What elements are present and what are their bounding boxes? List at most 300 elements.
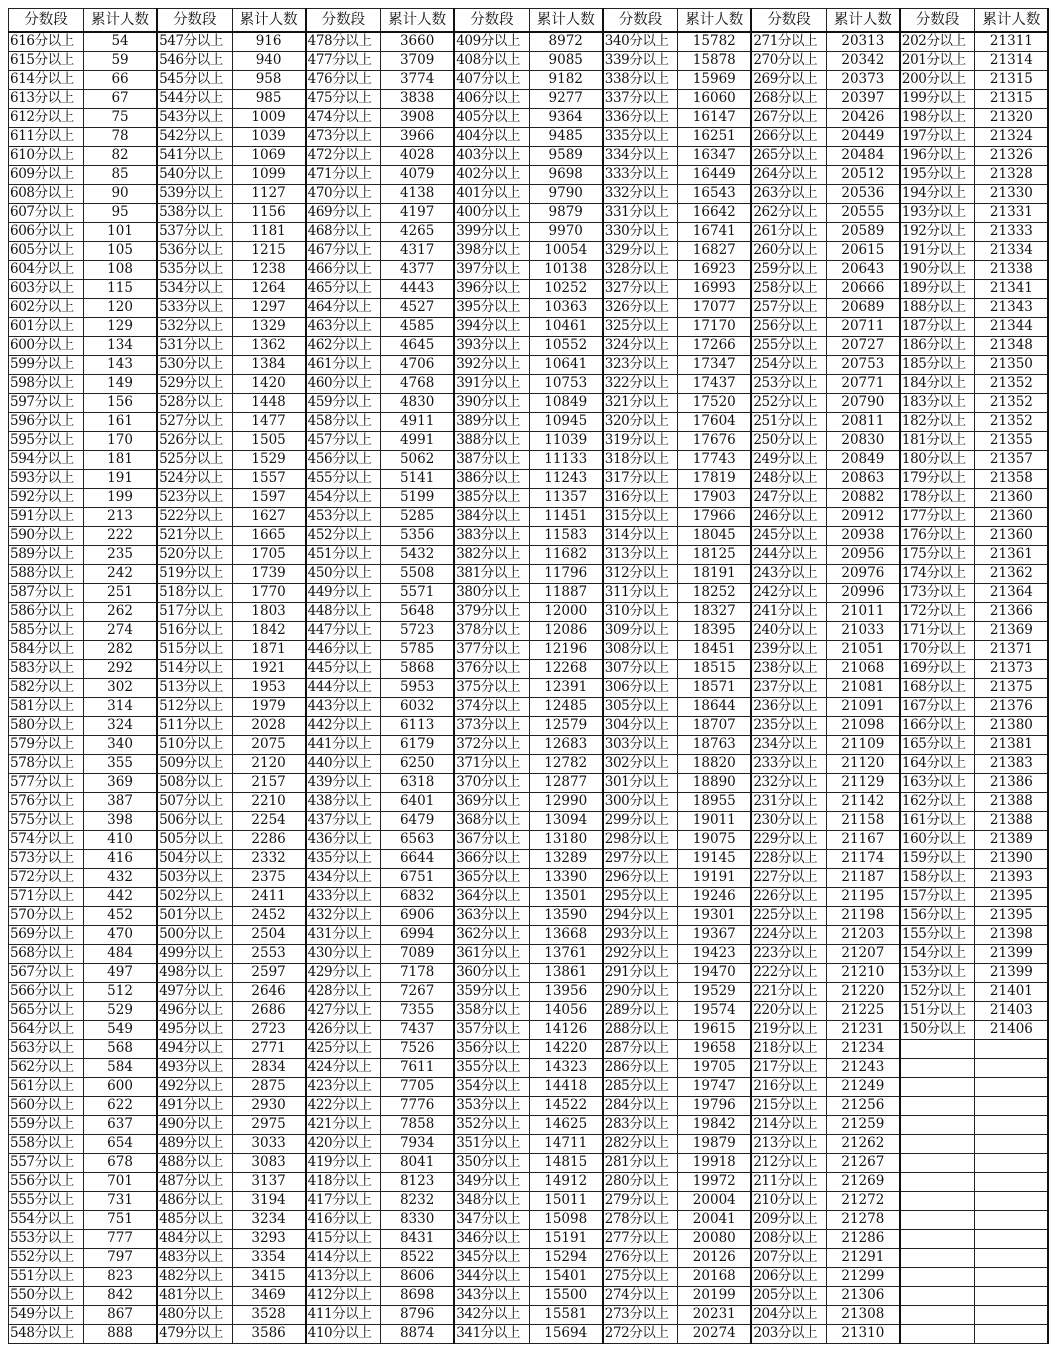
score-range-cell: 486分以上 [157,1192,232,1211]
score-range-cell: 470分以上 [306,185,381,204]
cumulative-count-cell: 20449 [826,128,900,147]
score-range-cell: 311分以上 [603,584,678,603]
score-range-cell: 415分以上 [306,1230,381,1249]
score-range-cell [900,1325,975,1344]
cumulative-count-cell: 1329 [232,318,306,337]
cumulative-count-cell: 21174 [826,850,900,869]
cumulative-count-cell: 21386 [975,774,1049,793]
score-range-cell: 158分以上 [900,869,975,888]
table-row [9,1040,1049,1059]
cumulative-count-cell: 11357 [529,489,603,508]
cumulative-count-cell: 13094 [529,812,603,831]
score-range-cell: 285分以上 [603,1078,678,1097]
score-range-cell: 490分以上 [157,1116,232,1135]
score-range-cell: 395分以上 [454,299,529,318]
cumulative-count-cell: 20199 [678,1287,752,1306]
score-range-cell: 503分以上 [157,869,232,888]
score-range-cell: 262分以上 [751,204,826,223]
cumulative-count-cell: 19705 [678,1059,752,1078]
score-range-cell: 505分以上 [157,831,232,850]
score-range-cell: 580分以上 [9,717,84,736]
score-range-cell: 401分以上 [454,185,529,204]
score-range-cell: 435分以上 [306,850,381,869]
score-range-cell: 585分以上 [9,622,84,641]
table-row [9,1154,1049,1173]
score-range-cell: 547分以上 [157,32,232,52]
score-range-cell: 546分以上 [157,52,232,71]
score-range-cell: 244分以上 [751,546,826,565]
cumulative-count-cell: 21352 [975,375,1049,394]
cumulative-count-cell: 15401 [529,1268,603,1287]
cumulative-count-cell: 5723 [381,622,455,641]
score-range-cell: 425分以上 [306,1040,381,1059]
score-range-cell: 317分以上 [603,470,678,489]
score-range-cell: 281分以上 [603,1154,678,1173]
score-range-cell: 521分以上 [157,527,232,546]
score-range-cell: 239分以上 [751,641,826,660]
header-cumulative-count: 累计人数 [381,9,455,33]
score-range-cell: 153分以上 [900,964,975,983]
score-range-cell: 369分以上 [454,793,529,812]
score-range-cell: 248分以上 [751,470,826,489]
score-range-cell: 182分以上 [900,413,975,432]
score-range-cell: 603分以上 [9,280,84,299]
cumulative-count-cell [975,1097,1049,1116]
score-range-cell: 544分以上 [157,90,232,109]
cumulative-count-cell: 442 [84,888,158,907]
cumulative-count-cell: 11796 [529,565,603,584]
cumulative-count-cell: 170 [84,432,158,451]
cumulative-count-cell: 16827 [678,242,752,261]
score-range-cell: 563分以上 [9,1040,84,1059]
score-range-cell: 312分以上 [603,565,678,584]
score-range-cell: 238分以上 [751,660,826,679]
score-range-cell: 562分以上 [9,1059,84,1078]
score-range-cell: 365分以上 [454,869,529,888]
score-range-cell: 207分以上 [751,1249,826,1268]
score-range-cell: 504分以上 [157,850,232,869]
cumulative-count-cell: 21348 [975,337,1049,356]
score-range-cell: 500分以上 [157,926,232,945]
cumulative-count-cell: 5868 [381,660,455,679]
score-range-cell: 568分以上 [9,945,84,964]
score-range-cell: 449分以上 [306,584,381,603]
cumulative-count-cell: 867 [84,1306,158,1325]
cumulative-count-cell: 3137 [232,1173,306,1192]
header-score-range: 分数段 [9,9,84,33]
table-row [9,204,1049,223]
score-range-cell: 481分以上 [157,1287,232,1306]
cumulative-count-cell: 7858 [381,1116,455,1135]
cumulative-count-cell: 7776 [381,1097,455,1116]
score-range-cell [900,1192,975,1211]
cumulative-count-cell: 12877 [529,774,603,793]
table-row [9,1230,1049,1249]
score-range-cell: 433分以上 [306,888,381,907]
score-range-cell [900,1059,975,1078]
score-range-cell: 234分以上 [751,736,826,755]
score-range-cell: 204分以上 [751,1306,826,1325]
score-range-cell: 296分以上 [603,869,678,888]
score-range-cell: 251分以上 [751,413,826,432]
table-row [9,869,1049,888]
score-range-cell: 322分以上 [603,375,678,394]
cumulative-count-cell: 21120 [826,755,900,774]
score-range-cell: 614分以上 [9,71,84,90]
score-range-cell: 412分以上 [306,1287,381,1306]
header-cumulative-count: 累计人数 [529,9,603,33]
score-range-cell: 467分以上 [306,242,381,261]
score-range-cell: 323分以上 [603,356,678,375]
cumulative-count-cell: 484 [84,945,158,964]
cumulative-count-cell: 21338 [975,261,1049,280]
score-range-cell: 241分以上 [751,603,826,622]
cumulative-count-cell: 1739 [232,565,306,584]
cumulative-count-cell: 19796 [678,1097,752,1116]
cumulative-count-cell: 10753 [529,375,603,394]
score-range-cell: 213分以上 [751,1135,826,1154]
cumulative-count-cell: 21249 [826,1078,900,1097]
cumulative-count-cell: 2157 [232,774,306,793]
cumulative-count-cell: 19658 [678,1040,752,1059]
score-range-cell: 254分以上 [751,356,826,375]
cumulative-count-cell: 129 [84,318,158,337]
score-range-cell: 255分以上 [751,337,826,356]
cumulative-count-cell: 5648 [381,603,455,622]
score-range-cell: 382分以上 [454,546,529,565]
cumulative-count-cell: 11039 [529,432,603,451]
cumulative-count-cell: 75 [84,109,158,128]
score-range-cell: 548分以上 [9,1325,84,1344]
cumulative-count-cell: 21308 [826,1306,900,1325]
table-row [9,1059,1049,1078]
cumulative-count-cell: 20484 [826,147,900,166]
score-range-cell: 160分以上 [900,831,975,850]
cumulative-count-cell: 7934 [381,1135,455,1154]
score-range-cell: 406分以上 [454,90,529,109]
cumulative-count-cell: 6401 [381,793,455,812]
score-range-cell: 440分以上 [306,755,381,774]
score-range-cell [900,1116,975,1135]
cumulative-count-cell: 6318 [381,774,455,793]
score-range-cell: 375分以上 [454,679,529,698]
header-score-range: 分数段 [603,9,678,33]
cumulative-count-cell: 302 [84,679,158,698]
table-row [9,147,1049,166]
cumulative-count-cell: 6994 [381,926,455,945]
table-row [9,1211,1049,1230]
cumulative-count-cell: 600 [84,1078,158,1097]
score-range-cell: 163分以上 [900,774,975,793]
cumulative-count-cell: 512 [84,983,158,1002]
cumulative-count-cell: 3194 [232,1192,306,1211]
score-range-cell: 235分以上 [751,717,826,736]
score-range-cell: 394分以上 [454,318,529,337]
score-range-cell: 167分以上 [900,698,975,717]
cumulative-count-cell [975,1287,1049,1306]
score-range-cell: 306分以上 [603,679,678,698]
cumulative-count-cell: 1557 [232,470,306,489]
score-range-cell: 190分以上 [900,261,975,280]
cumulative-count-cell: 4377 [381,261,455,280]
cumulative-count-cell: 2120 [232,755,306,774]
score-range-cell: 257分以上 [751,299,826,318]
score-range-cell: 411分以上 [306,1306,381,1325]
cumulative-count-cell: 14126 [529,1021,603,1040]
cumulative-count-cell: 105 [84,242,158,261]
cumulative-count-cell: 2553 [232,945,306,964]
score-range-cell: 428分以上 [306,983,381,1002]
table-row [9,1306,1049,1325]
score-range-cell: 387分以上 [454,451,529,470]
cumulative-count-cell: 340 [84,736,158,755]
score-range-cell: 537分以上 [157,223,232,242]
score-range-cell: 420分以上 [306,1135,381,1154]
score-range-cell: 332分以上 [603,185,678,204]
score-range-cell: 583分以上 [9,660,84,679]
cumulative-count-cell: 5508 [381,565,455,584]
cumulative-count-cell: 18571 [678,679,752,698]
score-range-cell: 510分以上 [157,736,232,755]
table-row [9,584,1049,603]
score-range-cell: 198分以上 [900,109,975,128]
cumulative-count-cell: 222 [84,527,158,546]
cumulative-count-cell: 8123 [381,1173,455,1192]
cumulative-count-cell: 21259 [826,1116,900,1135]
cumulative-count-cell: 17437 [678,375,752,394]
score-range-cell: 524分以上 [157,470,232,489]
score-range-cell: 393分以上 [454,337,529,356]
cumulative-count-cell: 5199 [381,489,455,508]
cumulative-count-cell: 20589 [826,223,900,242]
score-range-cell: 534分以上 [157,280,232,299]
score-range-cell: 604分以上 [9,261,84,280]
score-range-cell [900,1040,975,1059]
score-range-cell: 451分以上 [306,546,381,565]
cumulative-count-cell: 13861 [529,964,603,983]
cumulative-count-cell: 85 [84,166,158,185]
score-range-cell: 443分以上 [306,698,381,717]
score-range-cell: 189分以上 [900,280,975,299]
cumulative-count-cell: 16543 [678,185,752,204]
score-range-cell: 551分以上 [9,1268,84,1287]
score-range-cell: 437分以上 [306,812,381,831]
cumulative-count-cell: 2504 [232,926,306,945]
cumulative-count-cell: 82 [84,147,158,166]
cumulative-count-cell: 21286 [826,1230,900,1249]
cumulative-count-cell: 20373 [826,71,900,90]
cumulative-count-cell: 20231 [678,1306,752,1325]
score-range-cell: 530分以上 [157,356,232,375]
score-range-cell: 528分以上 [157,394,232,413]
score-range-cell: 157分以上 [900,888,975,907]
cumulative-count-cell: 17819 [678,470,752,489]
cumulative-count-cell: 21324 [975,128,1049,147]
cumulative-count-cell: 21330 [975,185,1049,204]
score-range-cell: 416分以上 [306,1211,381,1230]
cumulative-count-cell: 19145 [678,850,752,869]
table-row [9,394,1049,413]
score-range-cell: 174分以上 [900,565,975,584]
cumulative-count-cell: 568 [84,1040,158,1059]
score-range-cell: 327分以上 [603,280,678,299]
score-range-cell: 492分以上 [157,1078,232,1097]
score-range-cell: 542分以上 [157,128,232,147]
score-range-cell: 408分以上 [454,52,529,71]
score-range-cell: 472分以上 [306,147,381,166]
score-range-cell: 431分以上 [306,926,381,945]
cumulative-count-cell: 4197 [381,204,455,223]
cumulative-count-cell: 637 [84,1116,158,1135]
score-range-cell: 295分以上 [603,888,678,907]
score-range-cell: 250分以上 [751,432,826,451]
score-range-cell: 367分以上 [454,831,529,850]
score-range-cell: 473分以上 [306,128,381,147]
score-range-cell: 595分以上 [9,432,84,451]
score-range-cell: 589分以上 [9,546,84,565]
table-row [9,413,1049,432]
cumulative-count-cell [975,1249,1049,1268]
cumulative-count-cell: 21299 [826,1268,900,1287]
cumulative-count-cell: 8972 [529,32,603,52]
cumulative-count-cell: 958 [232,71,306,90]
score-range-cell: 203分以上 [751,1325,826,1344]
score-range-cell: 468分以上 [306,223,381,242]
score-range-cell: 507分以上 [157,793,232,812]
score-range-cell: 591分以上 [9,508,84,527]
cumulative-count-cell: 18327 [678,603,752,622]
cumulative-count-cell: 701 [84,1173,158,1192]
score-range-cell: 354分以上 [454,1078,529,1097]
cumulative-count-cell: 18763 [678,736,752,755]
score-range-cell: 554分以上 [9,1211,84,1230]
table-row [9,1078,1049,1097]
cumulative-count-cell: 1039 [232,128,306,147]
cumulative-count-cell: 9085 [529,52,603,71]
score-range-cell: 429分以上 [306,964,381,983]
header-cumulative-count: 累计人数 [84,9,158,33]
score-range-cell: 462分以上 [306,337,381,356]
cumulative-count-cell: 21334 [975,242,1049,261]
cumulative-count-cell: 21320 [975,109,1049,128]
cumulative-count-cell: 3234 [232,1211,306,1230]
cumulative-count-cell: 10552 [529,337,603,356]
score-range-cell: 328分以上 [603,261,678,280]
score-range-cell: 525分以上 [157,451,232,470]
cumulative-count-cell: 20882 [826,489,900,508]
score-range-cell: 217分以上 [751,1059,826,1078]
score-range-cell: 303分以上 [603,736,678,755]
score-range-cell: 514分以上 [157,660,232,679]
cumulative-count-cell: 17903 [678,489,752,508]
cumulative-count-cell: 20313 [826,32,900,52]
score-range-cell: 396分以上 [454,280,529,299]
cumulative-count-cell: 18125 [678,546,752,565]
cumulative-count-cell: 12196 [529,641,603,660]
cumulative-count-cell: 16347 [678,147,752,166]
score-range-cell: 206分以上 [751,1268,826,1287]
score-range-cell: 518分以上 [157,584,232,603]
score-range-cell: 378分以上 [454,622,529,641]
cumulative-count-cell: 20666 [826,280,900,299]
score-range-cell: 237分以上 [751,679,826,698]
score-range-cell: 227分以上 [751,869,826,888]
cumulative-count-cell: 1597 [232,489,306,508]
score-range-cell: 195分以上 [900,166,975,185]
score-range-cell: 261分以上 [751,223,826,242]
score-range-cell: 288分以上 [603,1021,678,1040]
score-range-cell: 615分以上 [9,52,84,71]
cumulative-count-cell: 16060 [678,90,752,109]
score-range-cell: 582分以上 [9,679,84,698]
cumulative-count-cell: 5141 [381,470,455,489]
cumulative-count-cell: 5356 [381,527,455,546]
cumulative-count-cell: 8796 [381,1306,455,1325]
cumulative-count-cell: 16741 [678,223,752,242]
cumulative-count-cell: 1627 [232,508,306,527]
cumulative-count-cell: 21388 [975,793,1049,812]
cumulative-count-cell [975,1325,1049,1344]
table-row [9,907,1049,926]
cumulative-count-cell: 10363 [529,299,603,318]
cumulative-count-cell: 21389 [975,831,1049,850]
score-range-cell: 154分以上 [900,945,975,964]
cumulative-count-cell: 4527 [381,299,455,318]
score-range-cell: 356分以上 [454,1040,529,1059]
cumulative-count-cell: 5785 [381,641,455,660]
cumulative-count-cell: 20342 [826,52,900,71]
score-range-cell: 605分以上 [9,242,84,261]
cumulative-count-cell: 14056 [529,1002,603,1021]
cumulative-count-cell: 2210 [232,793,306,812]
cumulative-count-cell: 20849 [826,451,900,470]
cumulative-count-cell: 21326 [975,147,1049,166]
score-range-cell: 456分以上 [306,451,381,470]
score-range-cell: 522分以上 [157,508,232,527]
cumulative-count-cell: 251 [84,584,158,603]
cumulative-count-cell: 355 [84,755,158,774]
cumulative-count-cell: 13180 [529,831,603,850]
score-range-cell: 532分以上 [157,318,232,337]
score-range-cell: 179分以上 [900,470,975,489]
cumulative-count-cell: 14912 [529,1173,603,1192]
score-range-cell: 320分以上 [603,413,678,432]
score-range-cell: 581分以上 [9,698,84,717]
score-range-cell: 561分以上 [9,1078,84,1097]
cumulative-count-cell: 18451 [678,641,752,660]
cumulative-count-cell: 115 [84,280,158,299]
cumulative-count-cell: 1297 [232,299,306,318]
score-range-cell: 586分以上 [9,603,84,622]
table-row [9,945,1049,964]
score-range-cell: 219分以上 [751,1021,826,1040]
cumulative-count-cell: 2975 [232,1116,306,1135]
cumulative-count-cell: 274 [84,622,158,641]
cumulative-count-cell: 19842 [678,1116,752,1135]
cumulative-count-cell [975,1230,1049,1249]
score-range-cell: 508分以上 [157,774,232,793]
score-range-cell: 302分以上 [603,755,678,774]
cumulative-count-cell: 21376 [975,698,1049,717]
score-range-cell: 383分以上 [454,527,529,546]
score-range-cell: 315分以上 [603,508,678,527]
score-range-cell: 152分以上 [900,983,975,1002]
cumulative-count-cell: 21243 [826,1059,900,1078]
score-range-cell: 300分以上 [603,793,678,812]
cumulative-count-cell: 181 [84,451,158,470]
cumulative-count-cell: 1953 [232,679,306,698]
score-range-cell: 405分以上 [454,109,529,128]
